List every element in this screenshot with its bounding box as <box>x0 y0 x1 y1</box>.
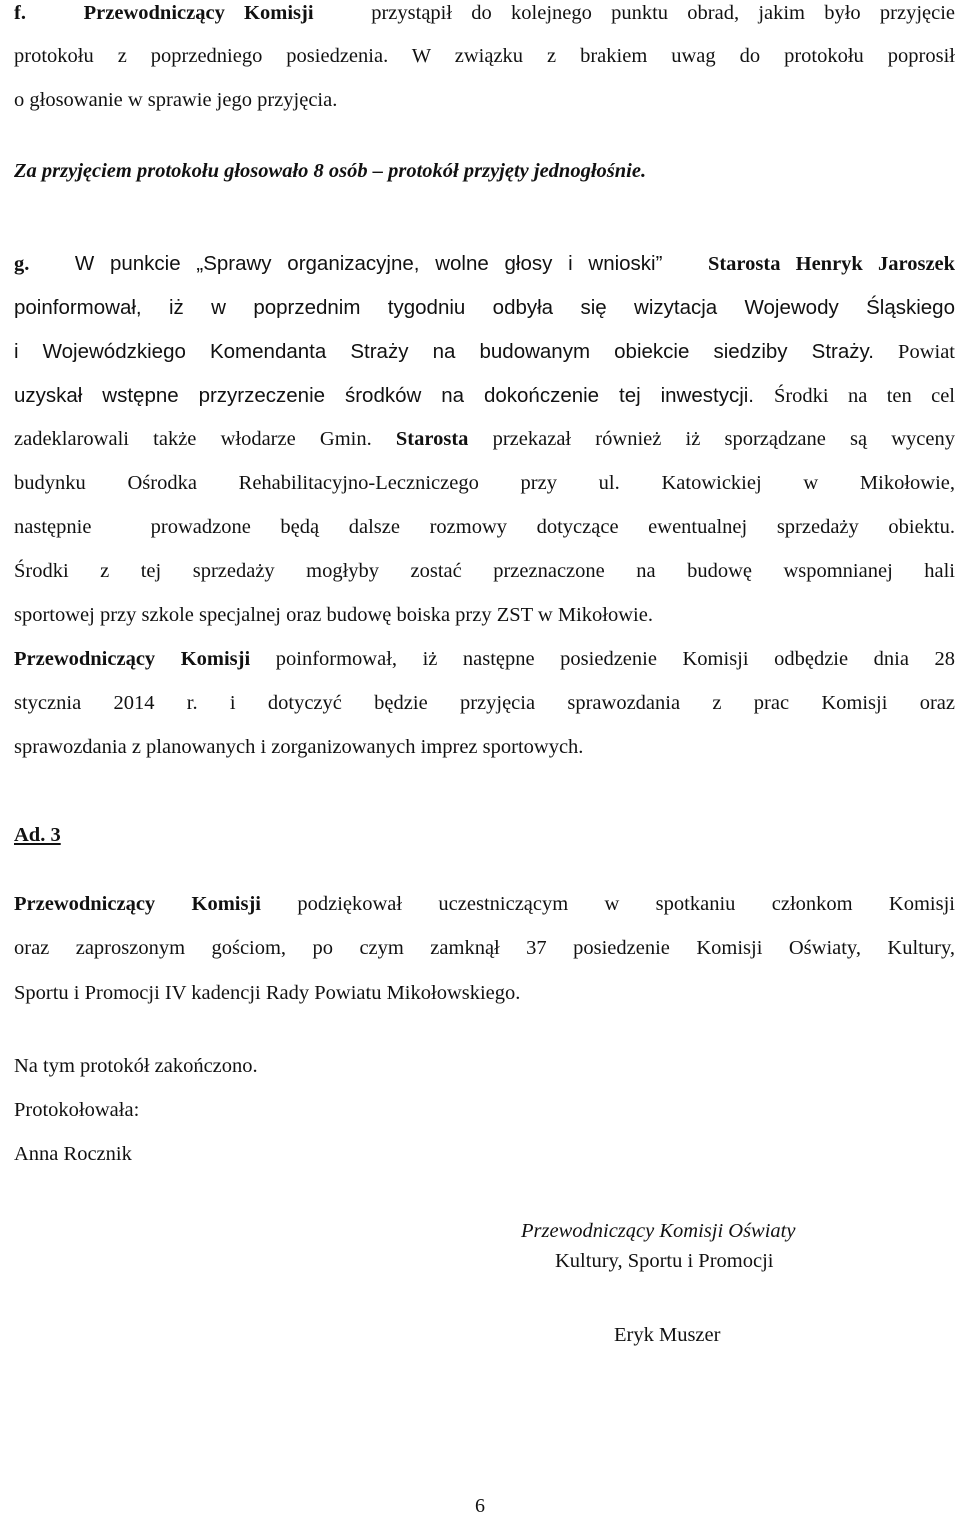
g-line-8: Środki z tej sprzedaży mogłyby zostać przeznaczone na budowę wspomnianej hali <box>14 560 955 582</box>
f-line-2b: poprosił <box>887 45 955 67</box>
f-line-1 <box>14 2 955 25</box>
f-vote-result: Za przyjęciem protokołu głosowało 8 osób – protokół przyjęty jednogłośnie. <box>14 160 647 182</box>
g-intro: W punkcie „Sprawy organizacyjne, wolne głosy i wnioski” <box>74 252 663 275</box>
g-line-10: Przewodniczący Komisji poinformował, iż następne posiedzenie Komisji odbędzie dnia 28 <box>14 648 956 670</box>
page-number: 6 <box>475 1495 485 1517</box>
ad3-line-2: oraz zaproszonym gościom, po czym zamknął 37 posiedzenie Komisji Oświaty, Kultury, <box>14 937 955 959</box>
starosta-label: Starosta <box>395 428 469 450</box>
signature-title-2: Kultury, Sportu i Promocji <box>555 1250 774 1272</box>
g-letter: g. <box>14 253 30 275</box>
signature-name: Eryk Muszer <box>614 1324 721 1346</box>
section-heading: Ad. 3 <box>14 824 61 846</box>
chair-label: Przewodniczący Komisji <box>14 893 261 915</box>
recorder-label: Protokołowała: <box>14 1099 140 1121</box>
f-line-2 <box>14 45 955 68</box>
f-line-1-text: przystąpił do kolejnego punktu obrad, jakim było przyjęcie <box>371 2 956 24</box>
chair-label: Przewodniczący Komisji <box>83 2 314 24</box>
ad3-line-1: Przewodniczący Komisji podziękował uczestniczącym w spotkaniu członkom Komisji <box>14 893 955 915</box>
g-line-11: stycznia 2014 r. i dotyczyć będzie przyjęcia sprawozdania z prac Komisji oraz <box>14 692 955 714</box>
g-line-2: poinformował, iż w poprzednim tygodniu odbyła się wizytacja Wojewody Śląskiego <box>14 296 955 319</box>
chair-label: Przewodniczący Komisji <box>14 648 251 670</box>
g-line-9: sportowej przy szkole specjalnej oraz budowę boiska przy ZST w Mikołowie. <box>14 604 653 626</box>
f-line-2a: protokołu z poprzedniego posiedzenia. W związku z brakiem uwag do protokołu <box>14 45 864 67</box>
starosta-name: Starosta Henryk Jaroszek <box>707 253 956 275</box>
signature-title-1: Przewodniczący Komisji Oświaty <box>521 1220 796 1242</box>
g-line-12: sprawozdania z planowanych i zorganizowanych imprez sportowych. <box>14 736 584 758</box>
g-line-3: i Wojewódzkiego Komendanta Straży na budowanym obiekcie siedziby Straży. Powiat <box>14 340 955 363</box>
g-line-4: uzyskał wstępne przyrzeczenie środków na dokończenie tej inwestycji. Środki na ten cel <box>14 384 955 407</box>
g-line-1 <box>14 252 955 276</box>
ad3-line-3: Sportu i Promocji IV kadencji Rady Powiatu Mikołowskiego. <box>14 982 521 1004</box>
g-line-7: następnie prowadzone będą dalsze rozmowy dotyczące ewentualnej sprzedaży obiektu. <box>14 516 955 538</box>
g-line-6: budynku Ośrodka Rehabilitacyjno-Leczniczego przy ul. Katowickiej w Mikołowie, <box>14 472 956 494</box>
recorder-name: Anna Rocznik <box>14 1143 132 1165</box>
f-line-3: o głosowanie w sprawie jego przyjęcia. <box>14 89 338 111</box>
f-letter: f. <box>14 2 26 24</box>
g-line-5: zadeklarowali także włodarze Gmin. Starosta przekazał również iż sporządzane są wyceny <box>14 428 956 450</box>
closing-statement: Na tym protokół zakończono. <box>14 1055 258 1077</box>
